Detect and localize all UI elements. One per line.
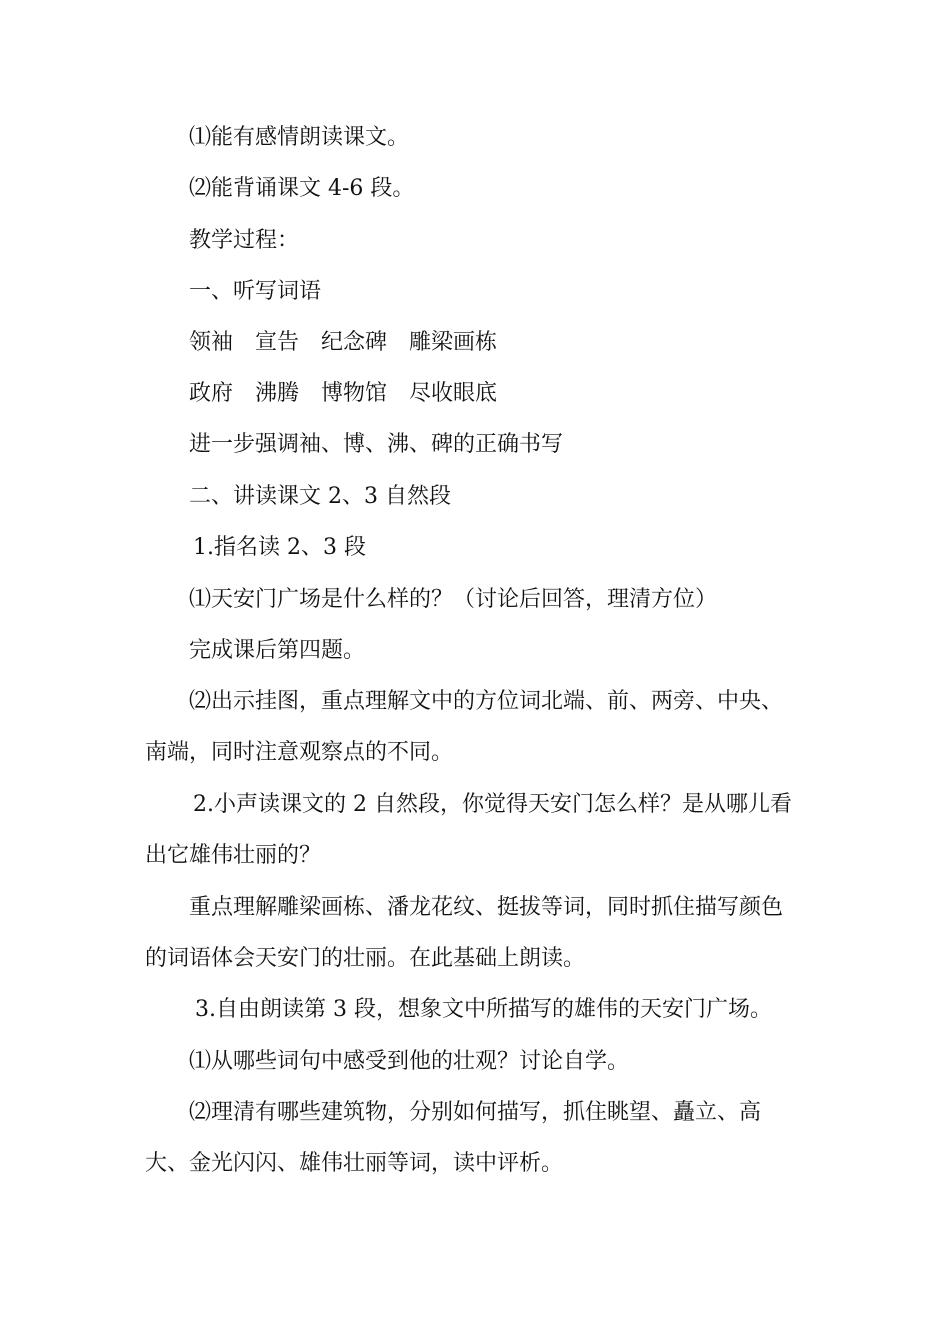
objective-1: ⑴能有感情朗读课文。	[189, 125, 410, 150]
vocab-word: 沸腾	[255, 381, 300, 406]
focus-line-2: 的词语体会天安门的壮丽。在此基础上朗读。	[145, 946, 586, 971]
vocab-row-2	[189, 380, 497, 408]
step-2-line-2: 出它雄伟壮丽的？	[145, 843, 322, 868]
vocab-word: 领袖	[189, 330, 234, 355]
vocab-word: 尽收眼底	[409, 381, 498, 406]
vocab-word: 纪念碑	[321, 330, 388, 355]
step-3-question-2-line-2: 大、金光闪闪、雄伟壮丽等词，读中评析。	[145, 1151, 564, 1176]
question-1: ⑴天安门广场是什么样的？（讨论后回答，理清方位）	[189, 587, 718, 612]
vocab-word: 博物馆	[321, 381, 388, 406]
objective-2: ⑵能背诵课文 4-6 段。	[189, 176, 415, 201]
vocab-row-1	[189, 329, 497, 357]
focus-line-1: 重点理解雕梁画栋、潘龙花纹、挺拔等词，同时抓住描写颜色	[189, 895, 784, 920]
step-3-question-2-line-1: ⑵理清有哪些建筑物，分别如何描写，抓住眺望、矗立、高	[189, 1100, 762, 1125]
section-1-heading: 一、听写词语	[189, 279, 322, 304]
vocab-word: 政府	[189, 381, 234, 406]
step-2-line-1: 2.小声读课文的 2 自然段，你觉得天安门怎么样？是从哪儿看	[193, 792, 792, 817]
step-3: 3.自由朗读第 3 段，想象文中所描写的雄伟的天安门广场。	[195, 997, 772, 1022]
section-2-heading: 二、讲读课文 2、3 自然段	[189, 484, 451, 509]
emphasis-note: 进一步强调袖、博、沸、碑的正确书写	[189, 432, 564, 457]
step-1: 1.指名读 2、3 段	[193, 535, 366, 560]
question-2-line-2: 南端，同时注意观察点的不同。	[145, 740, 454, 765]
step-3-question-1: ⑴从哪些词句中感受到他的壮观？讨论自学。	[189, 1049, 630, 1074]
question-2-line-1: ⑵出示挂图，重点理解文中的方位词北端、前、两旁、中央、	[189, 689, 784, 714]
vocab-word: 雕梁画栋	[409, 330, 498, 355]
process-heading: 教学过程：	[189, 228, 300, 253]
vocab-word: 宣告	[255, 330, 300, 355]
question-1-task: 完成课后第四题。	[189, 638, 366, 663]
